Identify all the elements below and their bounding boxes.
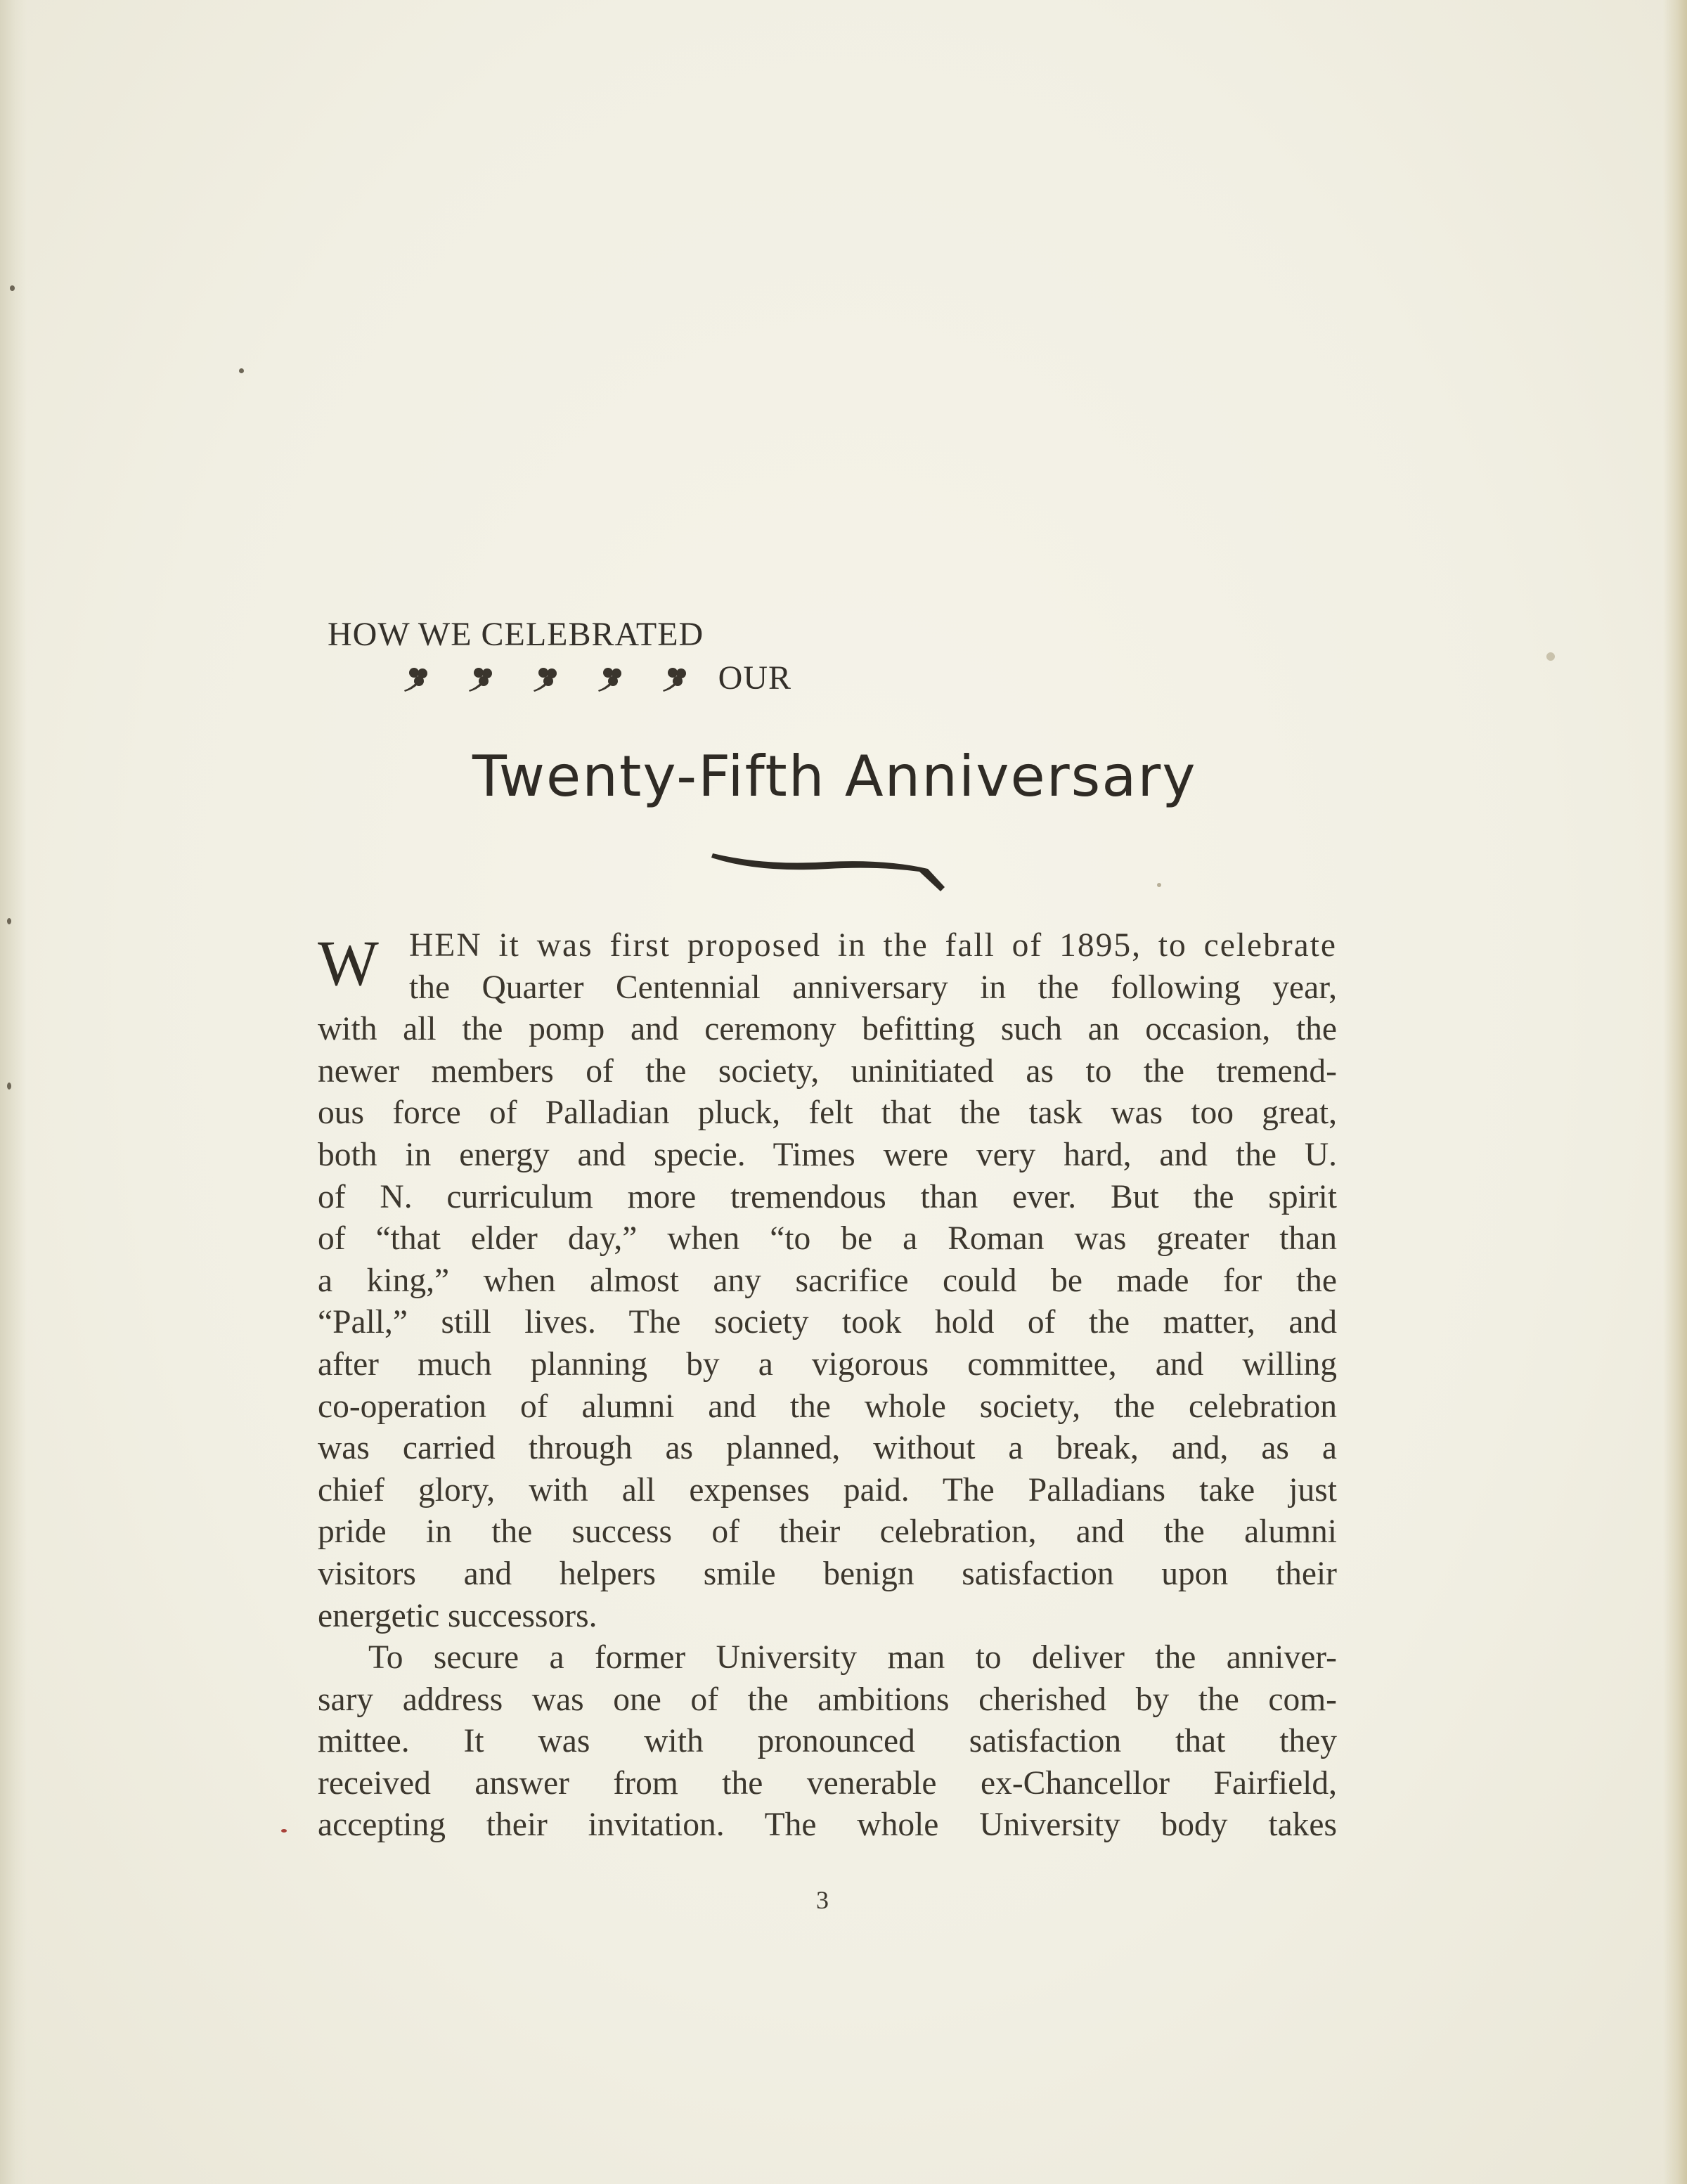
body-line: To secure a former University man to deliver the anniver- xyxy=(368,1639,1337,1676)
paper-speck xyxy=(239,368,244,373)
body-line: co-operation of alumni and the whole society, the celebration xyxy=(318,1388,1337,1425)
paper-speck xyxy=(10,285,15,291)
body-line: sary address was one of the ambitions cherished by the com- xyxy=(318,1681,1337,1718)
drop-cap: W xyxy=(318,927,379,999)
body-line: newer members of the society, uninitiated as to the tremend- xyxy=(318,1052,1337,1090)
section-header xyxy=(328,613,791,700)
title-swash-ornament xyxy=(709,846,948,896)
page-edge-shadow xyxy=(1663,0,1687,2184)
body-line: the Quarter Centennial anniversary in the following year, xyxy=(409,969,1337,1006)
body-line: visitors and helpers smile benign satisfaction upon their xyxy=(318,1555,1337,1592)
body-line: mittee. It was with pronounced satisfaction that they xyxy=(318,1723,1337,1760)
page-title: Twenty-Fifth Anniversary xyxy=(472,744,1197,809)
header-line-2 xyxy=(328,657,791,700)
second-paragraph xyxy=(318,1637,1337,1847)
body-line: received answer from the venerable ex-Chancellor Fairfield, xyxy=(318,1764,1337,1802)
body-line: ous force of Palladian pluck, felt that the task was too great, xyxy=(318,1094,1337,1132)
page-binding-shadow xyxy=(0,0,27,2184)
first-paragraph xyxy=(318,925,1337,1637)
body-line: of “that elder day,” when “to be a Roman was greater than xyxy=(318,1220,1337,1258)
header-line-1: HOW WE CELEBRATED xyxy=(328,616,704,653)
body-line: chief glory, with all expenses paid. The Palladians take just xyxy=(318,1471,1337,1508)
body-line: after much planning by a vigorous committee, and willing xyxy=(318,1345,1337,1383)
body-line: “Pall,” still lives. The society took hold of the matter, and xyxy=(318,1304,1337,1341)
body-line: a king,” when almost any sacrifice could be made for the xyxy=(318,1262,1337,1299)
clover-leaf-icon xyxy=(661,664,693,692)
article-body xyxy=(318,925,1337,1847)
paper-speck xyxy=(281,1829,287,1833)
clover-leaf-icon xyxy=(467,664,499,692)
paper-speck xyxy=(7,918,11,924)
body-line: with all the pomp and ceremony befitting such an occasion, the xyxy=(318,1011,1337,1048)
body-line: was carried through as planned, without a break, and, as a xyxy=(318,1430,1337,1467)
body-line: energetic successors. xyxy=(318,1597,597,1634)
body-line: pride in the success of their celebration, and the alumni xyxy=(318,1513,1337,1551)
clover-leaf-icon xyxy=(596,664,628,692)
page-number: 3 xyxy=(816,1886,829,1914)
ornament-row xyxy=(402,664,693,692)
body-line: accepting their invitation. The whole University body takes xyxy=(318,1807,1337,1844)
clover-leaf-icon xyxy=(531,664,564,692)
header-word-our: OUR xyxy=(718,659,791,697)
body-line: of N. curriculum more tremendous than ever. But the spirit xyxy=(318,1178,1337,1215)
body-line: both in energy and specie. Times were very hard, and the U. xyxy=(318,1136,1337,1173)
paper-speck xyxy=(1157,883,1161,887)
paper-speck xyxy=(1546,652,1555,661)
clover-leaf-icon xyxy=(402,664,434,692)
paper-speck xyxy=(7,1083,11,1090)
body-line: HEN it was first proposed in the fall of 1895, to celebrate xyxy=(409,927,1337,964)
